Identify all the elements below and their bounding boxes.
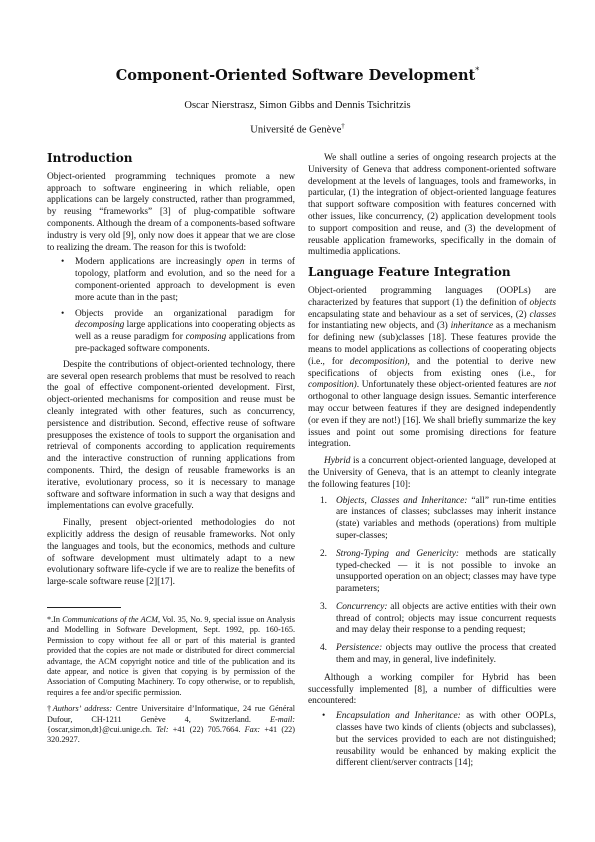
authors: Oscar Nierstrasz, Simon Gibbs and Dennis Tsichritzis <box>184 100 411 111</box>
intro-paragraph-2: Despite the contributions of object-oriented technology, there are several open research problems that must be resolved to reach the goal of effective component-oriented development. First, object-oriented mechanisms for composition and reuse must be cleanly integrated with other features, such as concurrency, persistence and distribution. Second, effective reuse of software presupposes the existence of tools to support the organisation and retrieval of components according to application requirements and the interactive construction of running applications from components. Third, the design of reusable frameworks is an iterative, evolutionary process, so it is necessary to manage software and software information in such a way that designs and implementations can evolve gracefully. <box>47 359 295 512</box>
section-heading-introduction: Introduction <box>47 151 133 165</box>
list-item: • Encapsulation and Inheritance: as with other OOPLs, classes have two kinds of clients (objects and subclasses), but the services provided to each are not distinguished; reusability would be enhanced by making explicit the different client/server contracts [14]; <box>336 711 556 770</box>
paper-title: Component-Oriented Software Development* <box>115 66 480 84</box>
affiliation-footnote-mark: † <box>341 122 345 130</box>
affiliation: Université de Genève† <box>250 122 345 136</box>
intro-bullet-list <box>47 257 295 355</box>
list-item: • Objects provide an organizational paradigm for decomposing large applications into cooperating objects as well as a reuse paradigm for composing applications from pre-packaged software components. <box>75 309 295 356</box>
difficulties-list <box>308 711 556 770</box>
intro-paragraph-3: Finally, present object-oriented methodologies do not explicitly address the design of reusable frameworks. Not only the languages and tools, but the economics, methods and culture of software development must ultimately adapt to a new evolutionary software life-cycle if we are to realize the benefits of large-scale software reuse [2][17]. <box>47 518 295 588</box>
compiler-paragraph: Although a working compiler for Hybrid has been successfully implemented [8], a number of difficulties were encountered: <box>308 672 556 707</box>
hybrid-paragraph: Hybrid is a concurrent object-oriented language, developed at the University of Geneva, that is an attempt to cleanly integrate the following features [10]: <box>308 456 556 490</box>
outline-paragraph: We shall outline a series of ongoing research projects at the University of Geneva that address component-oriented software development at the levels of languages, tools and frameworks, in particular, (1) the integration of object-oriented language features that support software composition with features concerned with other issues, like concurrency, (2) application development tools to support composition and reuse, and (3) the development of reusable application frameworks, specifically in the domain of multimedia applications. <box>308 153 556 258</box>
list-item: 3. Concurrency: all objects are active entities with their own thread of control; objects may issue concurrent requests and may delay their response to a pending request; <box>320 601 556 636</box>
footnote-address: †Authors’ address: Centre Universitaire d’Informatique, 24 rue Général Dufour, CH-1211 Genève 4, Switzerland. E-mail: {oscar,simon,dt}@cui.unige.ch. Tel: +41 (22) 705.7664. Fax: +41 (22) 320.2927. <box>47 704 295 745</box>
list-item: 4. Persistence: objects may outlive the process that created them and may, in general, live indefinitely. <box>320 643 556 666</box>
hybrid-feature-list <box>308 496 556 667</box>
footnote-publication: *.In Communications of the ACM, Vol. 35, No. 9, special issue on Analysis and Modelling in Software Development, Sept. 1992, pp. 160-165. Permission to copy without fee all or part of this material is granted provided that the copies are not made or distributed for direct commercial advantage, the ACM copyright notice and title of the publication and its date appear, and notice is given that copying is by permission of the Association of Computing Machinery. To copy otherwise, or to republish, requires a fee and/or specific permission. <box>47 614 295 697</box>
right-column <box>308 153 556 774</box>
footnote-divider <box>47 607 121 608</box>
intro-paragraph-1: Object-oriented programming techniques promote a new approach to software engineering in which reliable, open applications can be largely constructed, rather than programmed, by reusing “frameworks” [3] of plug-compatible software components. Although the dream of a components-based software industry is very old [9], only now does it appear that we are close to realizing the dream. The reason for this is twofold: <box>47 171 295 253</box>
oopl-paragraph: Object-oriented programming languages (OOPLs) are characterized by features that support (1) the definition of objects encapsulating state and behaviour as a set of services, (2) classes for instantiating new objects, and (3) inheritance as a mechanism for defining new (sub)classes [18]. These features provide the means to model applications as collections of cooperating objects (i.e., for decomposition), and the potential to derive new specifications of objects from existing ones (i.e., for composition). Unfortunately these object-oriented features are not orthogonal to other language design issues. Semantic interference may occur between features if they are designed independently (or even if they are not!) [16]. We shall briefly summarize the key issues and point out some promising directions for feature integration. <box>308 285 556 450</box>
title-footnote-mark: * <box>475 66 480 76</box>
section-heading-language-feature-integration: Language Feature Integration <box>308 265 511 280</box>
list-item: • Modern applications are increasingly open in terms of topology, platform and evolution, and so the need for a component-oriented approach to development is even more acute than in the past; <box>75 257 295 304</box>
list-item: 2. Strong-Typing and Genericity: methods are statically typed-checked — it is not possible to invoke an unsupported operation on an object; classes may have type parameters; <box>320 548 556 595</box>
list-item: 1. Objects, Classes and Inheritance: “all” run-time entities are instances of classes; subclasses may inherit instance (state) variables and methods (operations) from multiple super-classes; <box>320 495 556 541</box>
left-column <box>47 153 295 746</box>
